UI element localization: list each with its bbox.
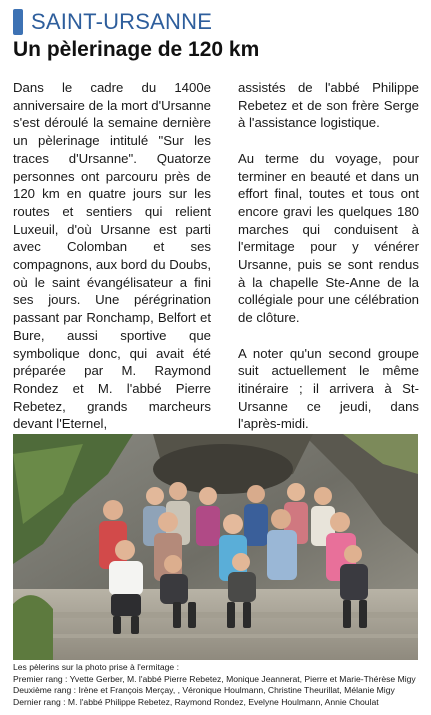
section-rubric — [13, 8, 212, 36]
article-paragraph: A noter qu'un second groupe suit actuellement le même itinéraire ; il arrivera à St-Ursanne ce jeudi, dans l'après-midi. — [238, 345, 419, 432]
article-column-right — [238, 79, 419, 433]
article-paragraph: assistés de l'abbé Philippe Rebetez et de son frère Serge à l'assistance logistique. — [238, 80, 419, 131]
caption-row-first: Premier rang : Yvette Gerber, M. l'abbé Pierre Rebetez, Monique Jeannerat, Pierre et Marie-Thérèse Migy — [13, 673, 416, 684]
group-photo — [13, 434, 418, 660]
rubric-accent-bar — [13, 9, 23, 35]
photo-caption — [13, 662, 423, 708]
article-paragraph: Dans le cadre du 1400e anniversaire de la mort d'Ursanne s'est déroulé la semaine dernière un pèlerinage intitulé "Sur les traces d'Ursanne". Quatorze personnes ont parcouru près de 120 km en quatre jours sur les routes et sentiers qui relient Luxeuil, d'où Ursanne est parti avec Colomban et ses compagnons, aux bord du Doubs, où le saint évangélisateur a fini ses jours. Une pérégrination passant par Ronchamp, Belfort et Bure, aussi sportive que symbolique donc, qui avait été préparée par M. Raymond Rondez et M. l'abbé Pierre Rebetez, grands marcheurs devant l'Eternel, — [13, 80, 211, 432]
article-paragraph: Au terme du voyage, pour terminer en beauté et dans un effort final, toutes et tous ont encore gravi les quelques 180 marches qui conduisent à l'ermitage pour y vénérer Ursanne, puis se sont rendus à la chapelle Ste-Anne de la collégiale pour une célébration de clôture. — [238, 150, 419, 326]
caption-intro: Les pèlerins sur la photo prise à l'ermitage : — [13, 662, 179, 672]
article-headline: Un pèlerinage de 120 km — [13, 38, 260, 61]
article-column-left — [13, 79, 211, 433]
caption-row-last: Dernier rang : M. l'abbé Philippe Rebetez, Raymond Rondez, Evelyne Houlmann, Annie Choulat — [13, 696, 379, 707]
section-label: SAINT-URSANNE — [31, 9, 213, 34]
caption-row-second: Deuxième rang : Irène et François Merçay, , Véronique Houlmann, Christine Theurillat, Mélanie Migy — [13, 685, 395, 696]
